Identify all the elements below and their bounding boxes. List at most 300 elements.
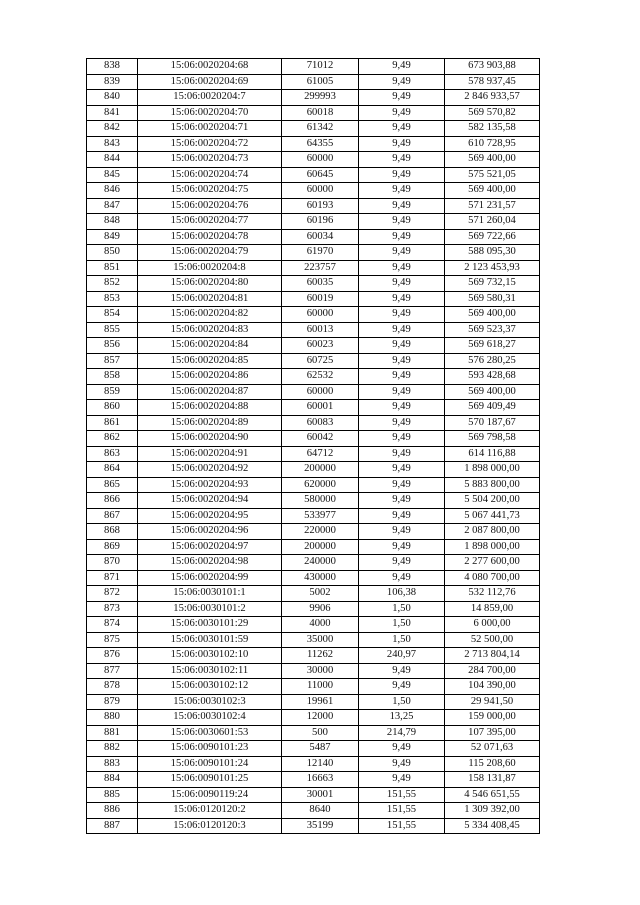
row-number-cell: 886 — [87, 803, 138, 819]
row-number-cell: 869 — [87, 539, 138, 555]
table-row — [87, 369, 540, 385]
table-row — [87, 276, 540, 292]
table-row — [87, 679, 540, 695]
cadastral-number-cell: 15:06:0020204:79 — [138, 245, 282, 261]
cadastral-number-cell: 15:06:0020204:92 — [138, 462, 282, 478]
rate-cell: 9,49 — [359, 183, 445, 199]
cadastral-number-cell: 15:06:0020204:71 — [138, 121, 282, 137]
rate-cell: 9,49 — [359, 477, 445, 493]
table-row — [87, 229, 540, 245]
table-row — [87, 183, 540, 199]
table-row — [87, 617, 540, 633]
row-number-cell: 862 — [87, 431, 138, 447]
area-cell: 60035 — [282, 276, 359, 292]
rate-cell: 9,49 — [359, 291, 445, 307]
cadastral-number-cell: 15:06:0030102:4 — [138, 710, 282, 726]
rate-cell: 9,49 — [359, 772, 445, 788]
area-cell: 60196 — [282, 214, 359, 230]
area-cell: 223757 — [282, 260, 359, 276]
cadastral-number-cell: 15:06:0020204:68 — [138, 59, 282, 75]
value-cell: 2 277 600,00 — [445, 555, 540, 571]
rate-cell: 9,49 — [359, 74, 445, 90]
cadastral-number-cell: 15:06:0020204:77 — [138, 214, 282, 230]
table-row — [87, 648, 540, 664]
table-body — [87, 59, 540, 834]
table-row — [87, 307, 540, 323]
value-cell: 159 000,00 — [445, 710, 540, 726]
rate-cell: 9,49 — [359, 384, 445, 400]
table-row — [87, 663, 540, 679]
row-number-cell: 881 — [87, 725, 138, 741]
cadastral-number-cell: 15:06:0020204:7 — [138, 90, 282, 106]
rate-cell: 9,49 — [359, 462, 445, 478]
rate-cell: 9,49 — [359, 555, 445, 571]
area-cell: 60083 — [282, 415, 359, 431]
cadastral-number-cell: 15:06:0020204:98 — [138, 555, 282, 571]
row-number-cell: 839 — [87, 74, 138, 90]
row-number-cell: 873 — [87, 601, 138, 617]
rate-cell: 9,49 — [359, 167, 445, 183]
area-cell: 61342 — [282, 121, 359, 137]
cadastral-number-cell: 15:06:0030101:29 — [138, 617, 282, 633]
row-number-cell: 884 — [87, 772, 138, 788]
row-number-cell: 874 — [87, 617, 138, 633]
area-cell: 60193 — [282, 198, 359, 214]
area-cell: 533977 — [282, 508, 359, 524]
value-cell: 52 071,63 — [445, 741, 540, 757]
rate-cell: 9,49 — [359, 353, 445, 369]
value-cell: 2 087 800,00 — [445, 524, 540, 540]
value-cell: 4 546 651,55 — [445, 787, 540, 803]
area-cell: 35199 — [282, 818, 359, 834]
table-row — [87, 787, 540, 803]
row-number-cell: 868 — [87, 524, 138, 540]
area-cell: 500 — [282, 725, 359, 741]
value-cell: 14 859,00 — [445, 601, 540, 617]
row-number-cell: 865 — [87, 477, 138, 493]
cadastral-number-cell: 15:06:0020204:84 — [138, 338, 282, 354]
rate-cell: 9,49 — [359, 198, 445, 214]
area-cell: 4000 — [282, 617, 359, 633]
table-row — [87, 741, 540, 757]
row-number-cell: 861 — [87, 415, 138, 431]
row-number-cell: 872 — [87, 586, 138, 602]
rate-cell: 9,49 — [359, 260, 445, 276]
rate-cell: 9,49 — [359, 136, 445, 152]
cadastral-number-cell: 15:06:0020204:76 — [138, 198, 282, 214]
table-row — [87, 477, 540, 493]
rate-cell: 9,49 — [359, 214, 445, 230]
area-cell: 8640 — [282, 803, 359, 819]
cadastral-number-cell: 15:06:0020204:75 — [138, 183, 282, 199]
table-row — [87, 322, 540, 338]
value-cell: 1 898 000,00 — [445, 539, 540, 555]
cadastral-number-cell: 15:06:0030102:3 — [138, 694, 282, 710]
cadastral-number-cell: 15:06:0020204:95 — [138, 508, 282, 524]
value-cell: 569 722,66 — [445, 229, 540, 245]
rate-cell: 1,50 — [359, 617, 445, 633]
rate-cell: 151,55 — [359, 818, 445, 834]
value-cell: 569 798,58 — [445, 431, 540, 447]
row-number-cell: 849 — [87, 229, 138, 245]
area-cell: 620000 — [282, 477, 359, 493]
value-cell: 284 700,00 — [445, 663, 540, 679]
cadastral-number-cell: 15:06:0030101:59 — [138, 632, 282, 648]
cadastral-number-cell: 15:06:0020204:74 — [138, 167, 282, 183]
value-cell: 569 400,00 — [445, 152, 540, 168]
area-cell: 299993 — [282, 90, 359, 106]
table-row — [87, 555, 540, 571]
rate-cell: 214,79 — [359, 725, 445, 741]
value-cell: 107 395,00 — [445, 725, 540, 741]
rate-cell: 9,49 — [359, 229, 445, 245]
table-row — [87, 539, 540, 555]
row-number-cell: 848 — [87, 214, 138, 230]
row-number-cell: 840 — [87, 90, 138, 106]
rate-cell: 9,49 — [359, 59, 445, 75]
area-cell: 60013 — [282, 322, 359, 338]
table-row — [87, 384, 540, 400]
cadastral-number-cell: 15:06:0030102:10 — [138, 648, 282, 664]
cadastral-number-cell: 15:06:0020204:8 — [138, 260, 282, 276]
area-cell: 35000 — [282, 632, 359, 648]
area-cell: 12140 — [282, 756, 359, 772]
table-row — [87, 756, 540, 772]
value-cell: 571 231,57 — [445, 198, 540, 214]
cadastral-number-cell: 15:06:0090101:25 — [138, 772, 282, 788]
row-number-cell: 845 — [87, 167, 138, 183]
value-cell: 575 521,05 — [445, 167, 540, 183]
rate-cell: 9,49 — [359, 570, 445, 586]
rate-cell: 9,49 — [359, 276, 445, 292]
rate-cell: 9,49 — [359, 415, 445, 431]
cadastral-number-cell: 15:06:0120120:2 — [138, 803, 282, 819]
area-cell: 60000 — [282, 384, 359, 400]
cadastral-number-cell: 15:06:0020204:99 — [138, 570, 282, 586]
area-cell: 220000 — [282, 524, 359, 540]
area-cell: 200000 — [282, 462, 359, 478]
value-cell: 582 135,58 — [445, 121, 540, 137]
area-cell: 30000 — [282, 663, 359, 679]
rate-cell: 9,49 — [359, 524, 445, 540]
area-cell: 60018 — [282, 105, 359, 121]
area-cell: 12000 — [282, 710, 359, 726]
area-cell: 61970 — [282, 245, 359, 261]
rate-cell: 151,55 — [359, 787, 445, 803]
rate-cell: 240,97 — [359, 648, 445, 664]
value-cell: 569 523,37 — [445, 322, 540, 338]
value-cell: 569 580,31 — [445, 291, 540, 307]
cadastral-number-cell: 15:06:0020204:82 — [138, 307, 282, 323]
area-cell: 430000 — [282, 570, 359, 586]
area-cell: 580000 — [282, 493, 359, 509]
rate-cell: 9,49 — [359, 663, 445, 679]
value-cell: 5 504 200,00 — [445, 493, 540, 509]
rate-cell: 9,49 — [359, 508, 445, 524]
table-row — [87, 245, 540, 261]
table-row — [87, 291, 540, 307]
area-cell: 71012 — [282, 59, 359, 75]
cadastral-number-cell: 15:06:0030102:12 — [138, 679, 282, 695]
area-cell: 16663 — [282, 772, 359, 788]
table-row — [87, 818, 540, 834]
table-row — [87, 198, 540, 214]
rate-cell: 9,49 — [359, 679, 445, 695]
rate-cell: 9,49 — [359, 322, 445, 338]
row-number-cell: 885 — [87, 787, 138, 803]
table-row — [87, 415, 540, 431]
table-row — [87, 803, 540, 819]
row-number-cell: 860 — [87, 400, 138, 416]
area-cell: 64355 — [282, 136, 359, 152]
area-cell: 240000 — [282, 555, 359, 571]
table-row — [87, 710, 540, 726]
row-number-cell: 846 — [87, 183, 138, 199]
value-cell: 2 846 933,57 — [445, 90, 540, 106]
cadastral-number-cell: 15:06:0030601:53 — [138, 725, 282, 741]
row-number-cell: 852 — [87, 276, 138, 292]
area-cell: 60042 — [282, 431, 359, 447]
value-cell: 2 123 453,93 — [445, 260, 540, 276]
value-cell: 52 500,00 — [445, 632, 540, 648]
value-cell: 115 208,60 — [445, 756, 540, 772]
row-number-cell: 847 — [87, 198, 138, 214]
value-cell: 29 941,50 — [445, 694, 540, 710]
area-cell: 5002 — [282, 586, 359, 602]
value-cell: 569 400,00 — [445, 307, 540, 323]
table-row — [87, 214, 540, 230]
value-cell: 610 728,95 — [445, 136, 540, 152]
cadastral-number-cell: 15:06:0090101:23 — [138, 741, 282, 757]
table-row — [87, 570, 540, 586]
rate-cell: 9,49 — [359, 741, 445, 757]
value-cell: 6 000,00 — [445, 617, 540, 633]
cadastral-number-cell: 15:06:0020204:93 — [138, 477, 282, 493]
row-number-cell: 856 — [87, 338, 138, 354]
value-cell: 4 080 700,00 — [445, 570, 540, 586]
row-number-cell: 842 — [87, 121, 138, 137]
rate-cell: 9,49 — [359, 446, 445, 462]
rate-cell: 9,49 — [359, 245, 445, 261]
table-row — [87, 431, 540, 447]
table-row — [87, 601, 540, 617]
cadastral-number-cell: 15:06:0020204:80 — [138, 276, 282, 292]
value-cell: 104 390,00 — [445, 679, 540, 695]
value-cell: 569 400,00 — [445, 384, 540, 400]
table-row — [87, 353, 540, 369]
table-row — [87, 74, 540, 90]
row-number-cell: 853 — [87, 291, 138, 307]
table-row — [87, 772, 540, 788]
area-cell: 5487 — [282, 741, 359, 757]
rate-cell: 1,50 — [359, 694, 445, 710]
row-number-cell: 859 — [87, 384, 138, 400]
rate-cell: 13,25 — [359, 710, 445, 726]
table-row — [87, 524, 540, 540]
area-cell: 60034 — [282, 229, 359, 245]
table-row — [87, 586, 540, 602]
rate-cell: 9,49 — [359, 121, 445, 137]
cadastral-number-cell: 15:06:0020204:73 — [138, 152, 282, 168]
area-cell: 60000 — [282, 307, 359, 323]
value-cell: 576 280,25 — [445, 353, 540, 369]
value-cell: 1 898 000,00 — [445, 462, 540, 478]
row-number-cell: 850 — [87, 245, 138, 261]
cadastral-number-cell: 15:06:0020204:96 — [138, 524, 282, 540]
row-number-cell: 879 — [87, 694, 138, 710]
cadastral-number-cell: 15:06:0020204:97 — [138, 539, 282, 555]
row-number-cell: 871 — [87, 570, 138, 586]
row-number-cell: 883 — [87, 756, 138, 772]
value-cell: 569 570,82 — [445, 105, 540, 121]
table-row — [87, 338, 540, 354]
table-row — [87, 136, 540, 152]
cadastral-number-cell: 15:06:0020204:69 — [138, 74, 282, 90]
table-row — [87, 167, 540, 183]
table-row — [87, 90, 540, 106]
table-row — [87, 59, 540, 75]
cadastral-number-cell: 15:06:0020204:87 — [138, 384, 282, 400]
table-row — [87, 493, 540, 509]
area-cell: 200000 — [282, 539, 359, 555]
row-number-cell: 880 — [87, 710, 138, 726]
value-cell: 158 131,87 — [445, 772, 540, 788]
row-number-cell: 878 — [87, 679, 138, 695]
rate-cell: 9,49 — [359, 539, 445, 555]
cadastral-number-cell: 15:06:0020204:85 — [138, 353, 282, 369]
table-row — [87, 725, 540, 741]
rate-cell: 1,50 — [359, 632, 445, 648]
area-cell: 60725 — [282, 353, 359, 369]
rate-cell: 9,49 — [359, 756, 445, 772]
cadastral-number-cell: 15:06:0020204:90 — [138, 431, 282, 447]
cadastral-number-cell: 15:06:0020204:89 — [138, 415, 282, 431]
row-number-cell: 864 — [87, 462, 138, 478]
value-cell: 569 400,00 — [445, 183, 540, 199]
area-cell: 62532 — [282, 369, 359, 385]
table-row — [87, 462, 540, 478]
area-cell: 11000 — [282, 679, 359, 695]
cadastral-number-cell: 15:06:0020204:70 — [138, 105, 282, 121]
area-cell: 64712 — [282, 446, 359, 462]
rate-cell: 9,49 — [359, 400, 445, 416]
row-number-cell: 866 — [87, 493, 138, 509]
rate-cell: 9,49 — [359, 105, 445, 121]
table-row — [87, 400, 540, 416]
cadastral-number-cell: 15:06:0020204:72 — [138, 136, 282, 152]
rate-cell: 9,49 — [359, 338, 445, 354]
rate-cell: 9,49 — [359, 493, 445, 509]
area-cell: 60000 — [282, 152, 359, 168]
row-number-cell: 877 — [87, 663, 138, 679]
cadastral-number-cell: 15:06:0020204:91 — [138, 446, 282, 462]
data-table — [86, 58, 540, 834]
rate-cell: 9,49 — [359, 369, 445, 385]
value-cell: 569 618,27 — [445, 338, 540, 354]
value-cell: 673 903,88 — [445, 59, 540, 75]
row-number-cell: 838 — [87, 59, 138, 75]
area-cell: 61005 — [282, 74, 359, 90]
table-row — [87, 632, 540, 648]
row-number-cell: 887 — [87, 818, 138, 834]
rate-cell: 106,38 — [359, 586, 445, 602]
row-number-cell: 867 — [87, 508, 138, 524]
row-number-cell: 843 — [87, 136, 138, 152]
rate-cell: 9,49 — [359, 431, 445, 447]
table-row — [87, 508, 540, 524]
cadastral-number-cell: 15:06:0020204:86 — [138, 369, 282, 385]
cadastral-number-cell: 15:06:0030102:11 — [138, 663, 282, 679]
row-number-cell: 854 — [87, 307, 138, 323]
row-number-cell: 855 — [87, 322, 138, 338]
value-cell: 569 409,49 — [445, 400, 540, 416]
value-cell: 571 260,04 — [445, 214, 540, 230]
row-number-cell: 863 — [87, 446, 138, 462]
cadastral-number-cell: 15:06:0020204:88 — [138, 400, 282, 416]
cadastral-number-cell: 15:06:0020204:78 — [138, 229, 282, 245]
cadastral-number-cell: 15:06:0020204:81 — [138, 291, 282, 307]
area-cell: 60000 — [282, 183, 359, 199]
rate-cell: 9,49 — [359, 307, 445, 323]
table-row — [87, 260, 540, 276]
area-cell: 19961 — [282, 694, 359, 710]
table-row — [87, 694, 540, 710]
area-cell: 9906 — [282, 601, 359, 617]
row-number-cell: 841 — [87, 105, 138, 121]
row-number-cell: 844 — [87, 152, 138, 168]
value-cell: 570 187,67 — [445, 415, 540, 431]
value-cell: 578 937,45 — [445, 74, 540, 90]
value-cell: 5 883 800,00 — [445, 477, 540, 493]
row-number-cell: 858 — [87, 369, 138, 385]
cadastral-number-cell: 15:06:0020204:83 — [138, 322, 282, 338]
table-row — [87, 121, 540, 137]
value-cell: 5 067 441,73 — [445, 508, 540, 524]
rate-cell: 151,55 — [359, 803, 445, 819]
value-cell: 593 428,68 — [445, 369, 540, 385]
value-cell: 614 116,88 — [445, 446, 540, 462]
cadastral-number-cell: 15:06:0030101:2 — [138, 601, 282, 617]
row-number-cell: 876 — [87, 648, 138, 664]
row-number-cell: 882 — [87, 741, 138, 757]
table-row — [87, 446, 540, 462]
row-number-cell: 851 — [87, 260, 138, 276]
value-cell: 532 112,76 — [445, 586, 540, 602]
cadastral-number-cell: 15:06:0120120:3 — [138, 818, 282, 834]
area-cell: 11262 — [282, 648, 359, 664]
area-cell: 60019 — [282, 291, 359, 307]
table-row — [87, 152, 540, 168]
cadastral-number-cell: 15:06:0020204:94 — [138, 493, 282, 509]
value-cell: 588 095,30 — [445, 245, 540, 261]
value-cell: 569 732,15 — [445, 276, 540, 292]
row-number-cell: 857 — [87, 353, 138, 369]
value-cell: 5 334 408,45 — [445, 818, 540, 834]
rate-cell: 9,49 — [359, 90, 445, 106]
value-cell: 2 713 804,14 — [445, 648, 540, 664]
cadastral-number-cell: 15:06:0090119:24 — [138, 787, 282, 803]
cadastral-number-cell: 15:06:0030101:1 — [138, 586, 282, 602]
row-number-cell: 875 — [87, 632, 138, 648]
area-cell: 60645 — [282, 167, 359, 183]
area-cell: 60023 — [282, 338, 359, 354]
cadastral-number-cell: 15:06:0090101:24 — [138, 756, 282, 772]
area-cell: 60001 — [282, 400, 359, 416]
row-number-cell: 870 — [87, 555, 138, 571]
rate-cell: 9,49 — [359, 152, 445, 168]
area-cell: 30001 — [282, 787, 359, 803]
table-row — [87, 105, 540, 121]
